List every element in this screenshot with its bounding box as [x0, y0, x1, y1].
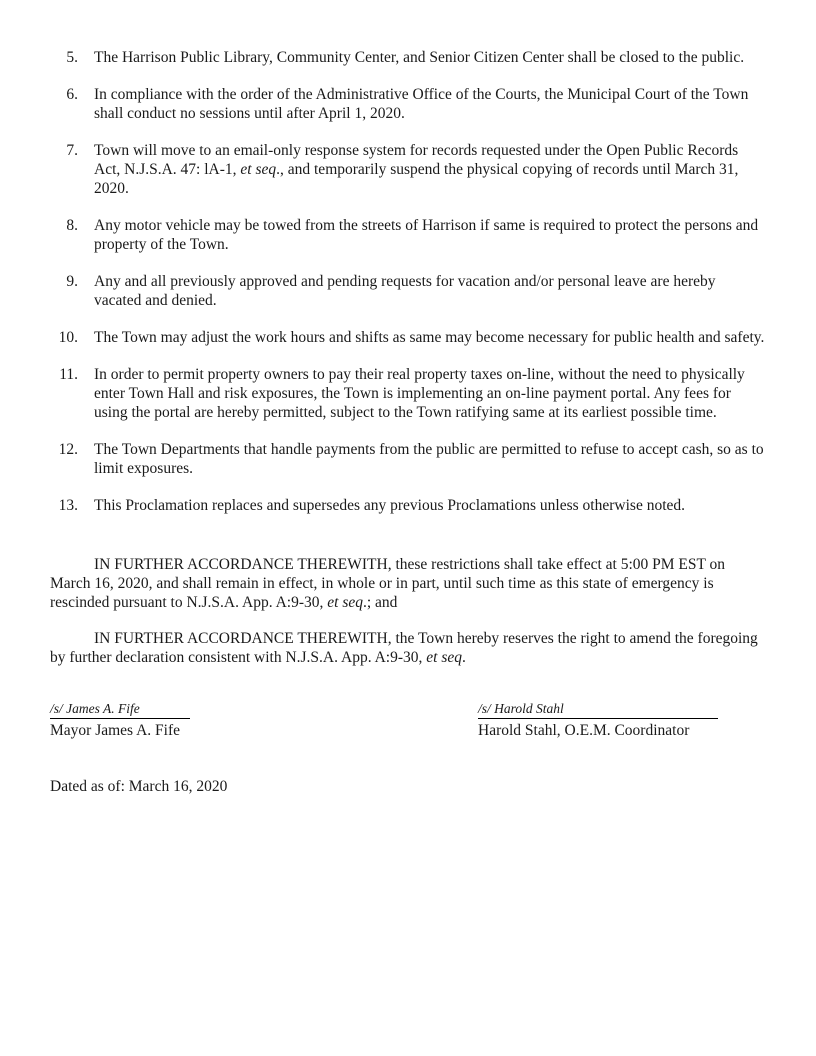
paragraph-text-pre: IN FURTHER ACCORDANCE THEREWITH, these restrictions shall take effect at 5:00 PM EST on March 16, 2020, and shall remain in effect, in whole or in part, until such time as this state of emergency is rescinded pursuant to N.J.S.A. App. A:9-30, [50, 556, 726, 611]
paragraph-text-post: .; and [363, 594, 398, 611]
list-item-text-pre: Town will move to an email-only response system for records requested under the Open Public Records Act, N.J.S.A. 47: lA-1, [94, 142, 739, 178]
mayor-signature-line: /s/ James A. Fife [50, 701, 190, 719]
list-item-number: 6. [66, 86, 78, 103]
paragraph-text-italic: et seq [426, 649, 462, 666]
list-item-text [94, 141, 766, 198]
list-item-text-italic: et seq [240, 161, 277, 178]
oem-signature-line: /s/ Harold Stahl [478, 701, 718, 719]
list-item-number: 8. [66, 217, 78, 234]
mayor-signature-name: Mayor James A. Fife [50, 722, 181, 739]
list-item-number: 13. [58, 497, 78, 514]
paragraph-text-italic: et seq [327, 594, 363, 611]
list-item-text: The Town may adjust the work hours and shifts as same may become necessary for public health and safety. [94, 329, 765, 346]
numbered-list [50, 48, 766, 515]
list-item-number: 5. [66, 49, 78, 66]
list-item-number: 9. [66, 273, 78, 290]
list-item [50, 496, 766, 515]
list-item-text-post: ., and temporarily suspend the physical copying of records until March 31, 2020. [94, 161, 739, 197]
list-item [50, 216, 766, 254]
list-item-text: Any and all previously approved and pending requests for vacation and/or personal leave are hereby vacated and denied. [94, 273, 716, 309]
paragraph-text-pre: IN FURTHER ACCORDANCE THEREWITH, the Town hereby reserves the right to amend the foregoing by further declaration consistent with N.J.S.A. App. A:9-30, [50, 630, 758, 666]
list-item-number: 12. [58, 441, 78, 458]
list-item [50, 440, 766, 478]
list-item-text: In compliance with the order of the Administrative Office of the Courts, the Municipal Court of the Town shall conduct no sessions until after April 1, 2020. [94, 86, 749, 122]
list-item-number: 7. [66, 142, 78, 159]
list-item [50, 48, 766, 67]
oem-signature-name: Harold Stahl, O.E.M. Coordinator [478, 722, 690, 739]
list-item [50, 272, 766, 310]
paragraph-text-post: . [462, 649, 466, 666]
list-item [50, 365, 766, 422]
list-item-text: This Proclamation replaces and supersedes any previous Proclamations unless otherwise noted. [94, 497, 686, 514]
list-item [50, 141, 766, 198]
signature-block [50, 700, 766, 740]
list-item-text: The Harrison Public Library, Community Center, and Senior Citizen Center shall be closed to the public. [94, 49, 745, 66]
document-content [50, 48, 766, 796]
list-item-number: 11. [59, 366, 78, 383]
oem-signature-column [478, 700, 766, 740]
closing-paragraph-2 [50, 629, 766, 667]
list-item-text: In order to permit property owners to pay their real property taxes on-line, without the need to physically enter Town Hall and risk exposures, the Town is implementing an on-line payment portal. Any fees for using the portal are hereby permitted, subject to the Town ratifying same at its earliest possible time. [94, 366, 745, 421]
list-item-text: The Town Departments that handle payments from the public are permitted to refuse to accept cash, so as to limit exposures. [94, 441, 764, 477]
list-item [50, 328, 766, 347]
list-item [50, 85, 766, 123]
list-item-number: 10. [58, 329, 78, 346]
closing-paragraph-1 [50, 555, 766, 612]
dated-line: Dated as of: March 16, 2020 [50, 778, 228, 795]
mayor-signature-column [50, 700, 478, 740]
list-item-text: Any motor vehicle may be towed from the streets of Harrison if same is required to protect the persons and property of the Town. [94, 217, 759, 253]
